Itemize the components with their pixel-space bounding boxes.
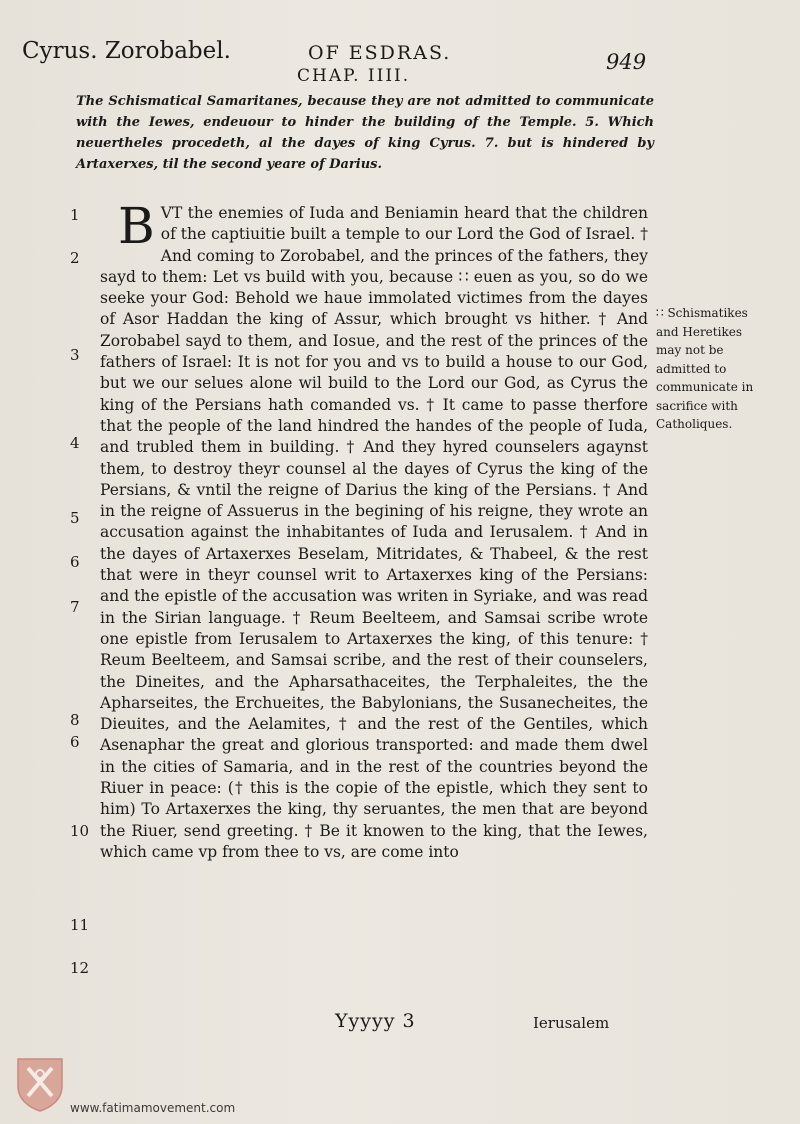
verse-number: 12 <box>70 959 90 977</box>
shield-logo-icon <box>14 1056 66 1112</box>
watermark-url[interactable]: www.fatimamovement.com <box>70 1101 236 1115</box>
verse-number: 8 <box>70 711 80 729</box>
verse-number: 1 <box>70 206 80 224</box>
body-text: VT the enemies of Iuda and Beniamin heard that the children of the captiuitie built a temple to our Lord the God of Israel. † And coming to Zorobabel, and the princes of the fathers, they sayd to them: Let vs build with you, because ∷ euen as you, so do we seeke your God: Behold we haue immolated victimes from the dayes of Asor Haddan the king of Assur, which brought vs hither. † And Zorobabel sayd to them, and Iosue, and the rest of the princes of the fathers of Israel: It is not for you and vs to build a house to our God, but we our selues alone wil build to the Lord our God, as Cyrus the king of the Persians hath comanded vs. † It came to passe therfore that the people of the land hindred the handes of the people of Iuda, and trubled them in building. † And they hyred counselers agaynst them, to destroy theyr counsel al the dayes of Cyrus the king of the Persians, & vntil the reigne of Darius the king of the Persians. † And in the reigne of Assuerus in the begining of his reigne, they wrote an accusation against the inhabitantes of Iuda and Ierusalem. † And in the dayes of Artaxerxes Beselam, Mitridates, & Thabeel, & the rest that were in theyr counsel writ to Artaxerxes king of the Persians: and the epistle of the accusation was writen in Syriake, and was read in the Sirian language. † Reum Beelteem, and Samsai scribe wrote one epistle from Ierusalem to Artaxerxes the king, of this tenure: † Reum Beelteem, and Samsai scribe, and the rest of their counselers, the Dineites, and the Apharsathaceites, the Terphaleites, the the Apharseites, the Erchueites, the Babylonians, the Susanecheites, the Dieuites, and the Aelamites, † and the rest of the Gentiles, which Asenaphar the great and glorious transported: and made them dwel in the cities of Samaria, and in the rest of the countries beyond the Riuer in peace: († this is the copie of the epistle, which they sent to him) To Artaxerxes the king, thy seruantes, the men that are beyond the Riuer, send greeting. † Be it knowen to the king, that the Iewes, which came vp from thee to vs, are come into <box>100 204 648 861</box>
chapter-heading: CHAP. IIII. <box>297 66 411 86</box>
running-head-left: Cyrus. Zorobabel. <box>22 38 231 64</box>
verse-number: 7 <box>70 598 80 616</box>
chapter-body <box>100 197 648 863</box>
verse-number: 3 <box>70 346 80 364</box>
verse-number: 10 <box>70 822 90 840</box>
verse-number: 11 <box>70 916 90 934</box>
catchword: Ierusalem <box>533 1014 610 1032</box>
verse-number: 6 <box>70 553 80 571</box>
page-number: 949 <box>606 50 647 74</box>
chapter-summary: The Schismatical Samaritanes, because they are not admitted to communicate with the Iewes, endeuour to hinder the building of the Temple. 5. Which neuertheles procedeth, al the dayes of king Cyrus. 7. but is hindered by Artaxerxes, til the second yeare of Darius. <box>76 94 654 172</box>
verse-number: 5 <box>70 509 80 527</box>
signature-mark: Yyyyy 3 <box>335 1010 416 1032</box>
drop-cap: B <box>118 197 155 255</box>
verse-number: 2 <box>70 249 80 267</box>
verse-number: 4 <box>70 434 80 452</box>
margin-annotation: ∷ Schismatikes and Heretikes may not be admitted to communicate in sacrifice with Catholiques. <box>656 306 754 431</box>
verse-number: 6 <box>70 733 80 751</box>
running-head-center: OF ESDRAS. <box>308 42 452 64</box>
